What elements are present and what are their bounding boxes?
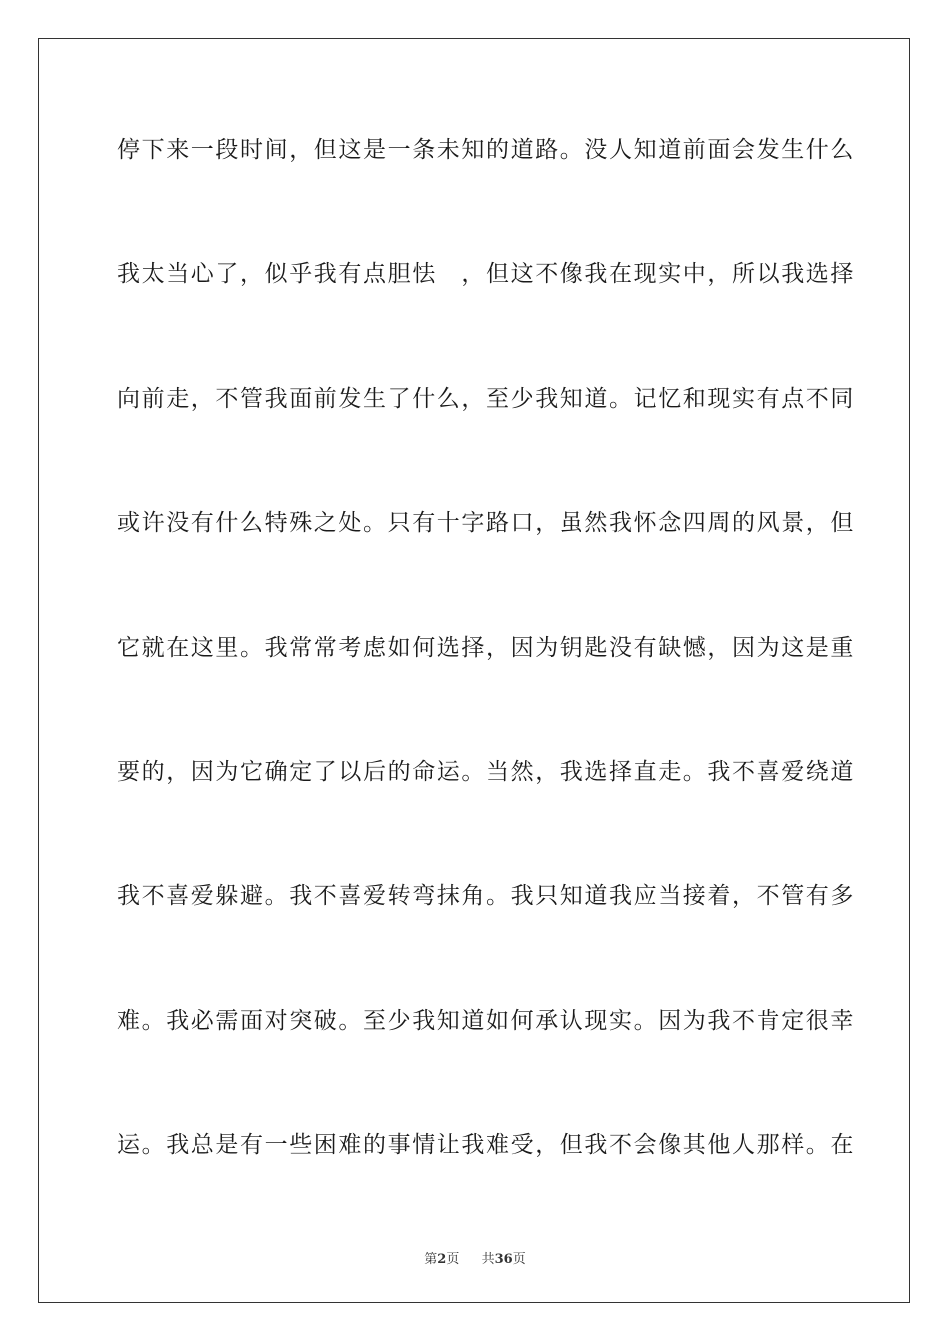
page-prefix: 第 bbox=[424, 1252, 438, 1267]
text-line: 我不喜爱躲避。我不喜爱转弯抹角。我只知道我应当接着，不管有多 bbox=[117, 883, 855, 910]
page-total bbox=[482, 1248, 526, 1267]
text-line: 难。我必需面对突破。至少我知道如何承认现实。因为我不肯定很幸 bbox=[117, 1007, 855, 1034]
text-line: 向前走，不管我面前发生了什么，至少我知道。记忆和现实有点不同 bbox=[117, 385, 855, 412]
total-prefix: 共 bbox=[481, 1252, 495, 1267]
total-suffix: 页 bbox=[512, 1252, 526, 1267]
text-line: 要的，因为它确定了以后的命运。当然，我选择直走。我不喜爱绕道 bbox=[117, 758, 855, 785]
text-line: 或许没有什么特殊之处。只有十字路口，虽然我怀念四周的风景，但 bbox=[117, 510, 855, 537]
page-footer bbox=[0, 1248, 950, 1267]
text-line: 我太当心了，似乎我有点胆怯 ，但这不像我在现实中，所以我选择 bbox=[117, 261, 855, 288]
page-suffix: 页 bbox=[446, 1252, 460, 1267]
body-text bbox=[117, 127, 855, 1247]
page-number bbox=[424, 1248, 459, 1267]
text-line: 停下来一段时间，但这是一条未知的道路。没人知道前面会发生什么 bbox=[117, 137, 855, 163]
total-count: 36 bbox=[494, 1252, 513, 1267]
text-line: 它就在这里。我常常考虑如何选择，因为钥匙没有缺憾，因为这是重 bbox=[117, 634, 855, 661]
page-current: 2 bbox=[437, 1252, 447, 1267]
text-line: 运。我总是有一些困难的事情让我难受，但我不会像其他人那样。在 bbox=[117, 1132, 855, 1159]
